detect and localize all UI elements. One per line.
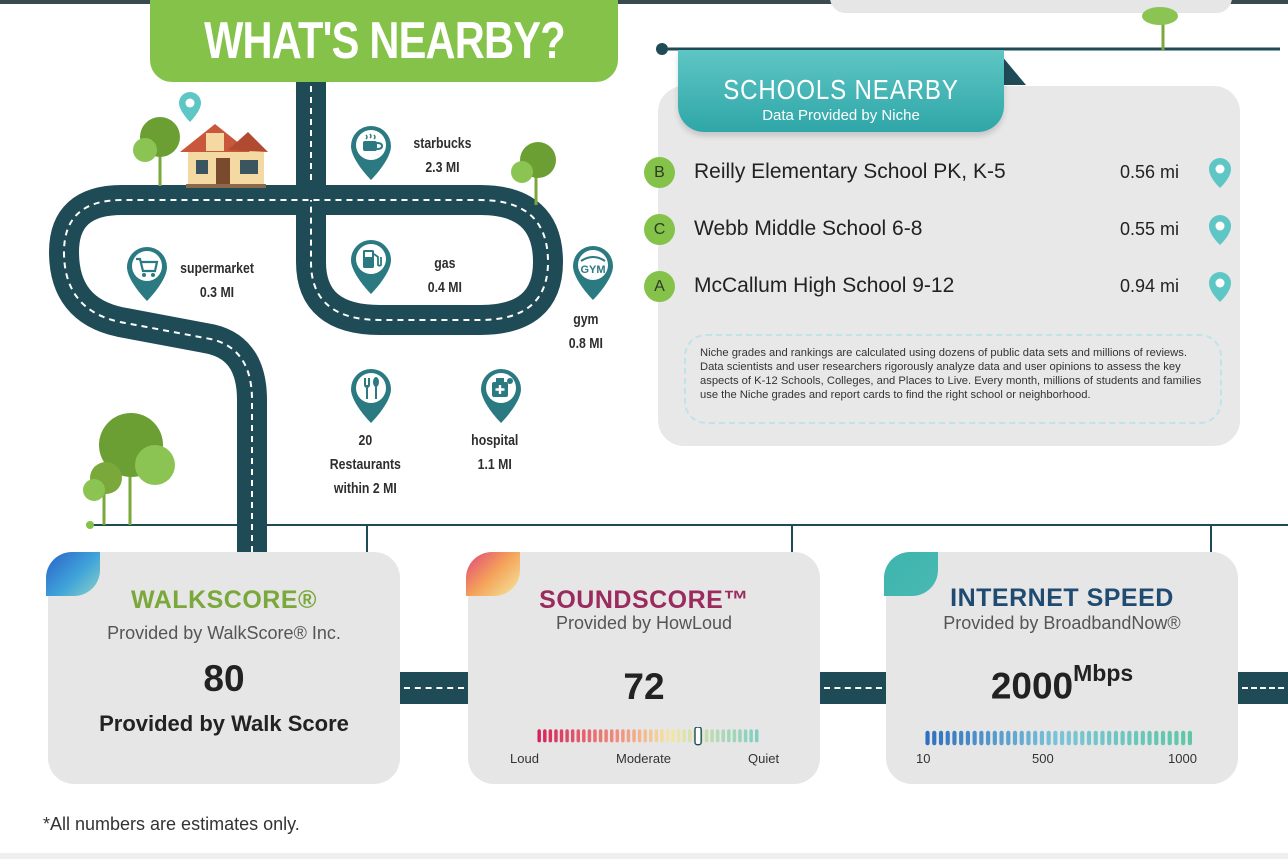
page-title: WHAT'S NEARBY? — [203, 12, 565, 70]
school-grade: A — [644, 271, 675, 302]
meter-label-moderate: Moderate — [616, 751, 671, 766]
meter-tick — [1033, 731, 1037, 746]
school-name[interactable]: McCallum High School 9-12 — [694, 274, 955, 297]
meter-tick — [666, 729, 669, 742]
poi-hospital — [471, 429, 518, 477]
meter-tick — [1067, 731, 1071, 746]
speed-meter — [912, 728, 1208, 748]
meter-tick — [571, 729, 574, 742]
soundscore-card — [468, 552, 820, 784]
meter-tick — [1026, 731, 1030, 746]
meter-tick — [973, 731, 977, 746]
meter-tick — [643, 729, 646, 742]
school-distance: 0.55 mi — [1120, 219, 1180, 239]
niche-disclaimer: Niche grades and rankings are calculated using dozens of public data sets and millions of reviews. Data scientists and user researchers rigorously analyze data and user opinions to assess the key aspects of K-12 Schools, Colleges, and Places to Live. Every month, millions of students and families use the Niche grades and report cards to find the right school or neighborhood. — [684, 334, 1222, 424]
poi-distance: 0.3 MI — [199, 284, 235, 301]
meter-tick — [682, 729, 685, 742]
speed-number: 2000 — [990, 665, 1074, 707]
fork-spoon-icon — [349, 367, 393, 425]
school-row — [644, 214, 1244, 246]
nearby-banner — [150, 0, 618, 82]
school-distance: 0.94 mi — [1120, 276, 1180, 296]
walkscore-card — [48, 552, 400, 784]
poi-restaurants — [330, 429, 401, 501]
meter-tick — [1147, 731, 1151, 746]
meter-tick — [1087, 731, 1091, 746]
meter-tick — [1181, 731, 1185, 746]
meter-tick — [1047, 731, 1051, 746]
meter-tick — [1154, 731, 1158, 746]
meter-tick — [1127, 731, 1131, 746]
meter-tick — [655, 729, 658, 742]
road-connector — [820, 672, 886, 704]
meter-tick — [632, 729, 635, 742]
meter-tick — [999, 731, 1003, 746]
meter-tick — [577, 729, 580, 742]
meter-tick — [959, 731, 963, 746]
meter-tick — [939, 731, 943, 746]
road-connector — [400, 672, 468, 704]
meter-tick — [627, 729, 630, 742]
bottom-divider — [0, 853, 1288, 859]
soundscore-provider: Provided by HowLoud — [555, 613, 733, 633]
meter-tick — [755, 729, 758, 742]
walkscore-provider: Provided by WalkScore® Inc. — [107, 623, 341, 643]
soundscore-title: SOUNDSCORE™ — [539, 586, 749, 614]
meter-tick — [599, 729, 602, 742]
road-connector — [1238, 672, 1288, 704]
poi-distance: within 2 MI — [333, 480, 397, 497]
poi-name: gas — [434, 255, 456, 272]
meter-tick — [1174, 731, 1178, 746]
meter-tick — [1094, 731, 1098, 746]
meter-tick — [1013, 731, 1017, 746]
meter-tick — [744, 729, 747, 742]
meter-tick — [610, 729, 613, 742]
meter-tick — [722, 729, 725, 742]
meter-tick — [738, 729, 741, 742]
meter-tick — [710, 729, 713, 742]
school-grade: C — [644, 214, 675, 245]
school-distance: 0.56 mi — [1120, 162, 1180, 182]
meter-tick — [1040, 731, 1044, 746]
meter-tick — [952, 731, 956, 746]
meter-tick — [549, 729, 552, 742]
meter-tick — [749, 729, 752, 742]
meter-tick — [1100, 731, 1104, 746]
meter-tick — [621, 729, 624, 742]
meter-tick — [1060, 731, 1064, 746]
schools-subtitle: Data Provided by Niche — [762, 107, 920, 124]
meter-tick — [554, 729, 557, 742]
school-row — [644, 271, 1244, 303]
meter-tick — [727, 729, 730, 742]
poi-starbucks — [413, 132, 471, 180]
meter-tick — [616, 729, 619, 742]
meter-tick — [1114, 731, 1118, 746]
schools-header — [678, 50, 1004, 132]
gas-pump-icon — [349, 238, 393, 296]
meter-tick — [588, 729, 591, 742]
internet-provider: Provided by BroadbandNow® — [943, 613, 1181, 633]
meter-tick — [638, 729, 641, 742]
coffee-cup-icon — [349, 124, 393, 182]
meter-label-loud: Loud — [510, 751, 539, 766]
meter-tick — [705, 729, 708, 742]
soundscore-value: 72 — [623, 666, 665, 707]
poi-distance: 1.1 MI — [477, 456, 512, 473]
meter-tick — [1107, 731, 1111, 746]
meter-tick — [1168, 731, 1172, 746]
gym-icon — [571, 244, 615, 302]
meter-tick — [1188, 731, 1192, 746]
meter-tick — [966, 731, 970, 746]
shopping-cart-icon — [125, 245, 169, 303]
noise-level-meter — [504, 727, 794, 747]
meter-tick — [993, 731, 997, 746]
meter-tick — [688, 729, 691, 742]
speed-unit: Mbps — [1073, 660, 1134, 686]
poi-name: hospital — [471, 432, 519, 449]
poi-name: supermarket — [180, 260, 254, 277]
walkscore-footer: Provided by Walk Score — [99, 711, 349, 736]
meter-tick — [593, 729, 596, 742]
medical-kit-icon — [479, 367, 523, 425]
estimates-footnote: *All numbers are estimates only. — [43, 814, 300, 834]
meter-tick — [582, 729, 585, 742]
poi-gas — [428, 252, 462, 300]
meter-tick — [1080, 731, 1084, 746]
house-illustration — [180, 124, 268, 188]
meter-label-min: 10 — [916, 751, 931, 766]
internet-speed-card — [886, 552, 1238, 784]
walkscore-title: WALKSCORE® — [131, 586, 317, 614]
meter-tick — [1161, 731, 1165, 746]
meter-tick — [565, 729, 568, 742]
meter-tick — [543, 729, 546, 742]
poi-count: 20 — [358, 432, 373, 449]
meter-tick — [660, 729, 663, 742]
school-grade: B — [644, 157, 675, 188]
poi-name: starbucks — [413, 135, 472, 152]
meter-tick — [604, 729, 607, 742]
map-pin-icon[interactable] — [1208, 271, 1232, 303]
meter-tick — [671, 729, 674, 742]
meter-tick — [932, 731, 936, 746]
poi-distance: 0.4 MI — [427, 279, 462, 296]
poi-gym — [569, 308, 603, 356]
internet-title: INTERNET SPEED — [950, 584, 1174, 612]
meter-tick — [1053, 731, 1057, 746]
meter-marker — [695, 727, 701, 745]
meter-tick — [1141, 731, 1145, 746]
meter-tick — [1073, 731, 1077, 746]
internet-value — [886, 660, 1238, 707]
meter-tick — [537, 729, 540, 742]
meter-tick — [733, 729, 736, 742]
school-row — [644, 157, 1244, 189]
map-pin-icon[interactable] — [1208, 157, 1232, 189]
walkscore-value: 80 — [203, 658, 245, 699]
meter-tick — [1134, 731, 1138, 746]
meter-label-mid: 500 — [1032, 751, 1054, 766]
school-name[interactable]: Webb Middle School 6-8 — [694, 217, 923, 240]
poi-name: Restaurants — [329, 456, 401, 473]
location-pin-icon — [179, 92, 201, 122]
meter-tick — [649, 729, 652, 742]
poi-name: gym — [573, 311, 599, 328]
meter-label-quiet: Quiet — [748, 751, 780, 766]
poi-distance: 0.8 MI — [568, 335, 603, 352]
meter-label-max: 1000 — [1168, 751, 1197, 766]
poi-supermarket — [180, 257, 254, 305]
poi-distance: 2.3 MI — [425, 159, 460, 176]
meter-tick — [677, 729, 680, 742]
schools-title: SCHOOLS NEARBY — [723, 74, 959, 105]
meter-tick — [560, 729, 563, 742]
meter-tick — [716, 729, 719, 742]
school-name[interactable]: Reilly Elementary School PK, K-5 — [694, 160, 1006, 183]
meter-tick — [925, 731, 929, 746]
meter-tick — [979, 731, 983, 746]
meter-tick — [986, 731, 990, 746]
meter-tick — [1006, 731, 1010, 746]
meter-tick — [1020, 731, 1024, 746]
gym-icon-text: GYM — [580, 264, 606, 276]
map-pin-icon[interactable] — [1208, 214, 1232, 246]
meter-tick — [1121, 731, 1125, 746]
meter-tick — [946, 731, 950, 746]
